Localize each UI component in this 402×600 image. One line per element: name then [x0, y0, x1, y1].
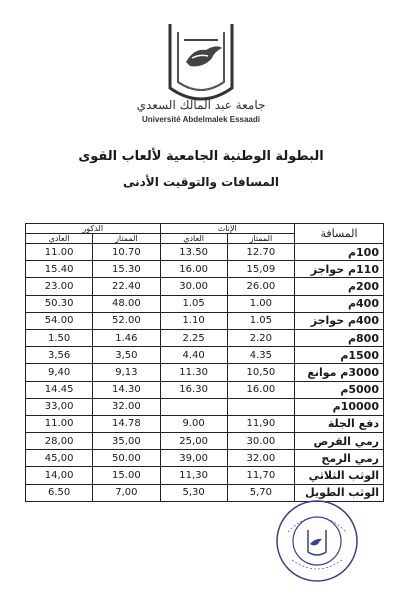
- female-normal-cell: 16.30: [160, 381, 227, 398]
- male-normal-cell: 11.00: [26, 415, 93, 432]
- female-normal-cell: 9.00: [160, 415, 227, 432]
- male-excellent-cell: 3,50: [93, 347, 160, 364]
- male-normal-cell: 11.00: [26, 244, 93, 261]
- male-normal-cell: 54.00: [26, 312, 93, 329]
- female-excellent-cell: 11,70: [227, 467, 294, 484]
- male-excellent-cell: 15.00: [93, 467, 160, 484]
- male-normal-cell: 28,00: [26, 433, 93, 450]
- female-normal-cell: 1.10: [160, 312, 227, 329]
- female-excellent-cell: 4.35: [227, 347, 294, 364]
- female-excellent-cell: 26.00: [227, 278, 294, 295]
- female-excellent-cell: 1.00: [227, 295, 294, 312]
- female-normal-cell: 5,30: [160, 484, 227, 501]
- male-normal-cell: 15.40: [26, 261, 93, 278]
- male-normal-cell: 9,40: [26, 364, 93, 381]
- female-excellent-cell: 30.00: [227, 433, 294, 450]
- event-cell: دفع الجلة: [295, 415, 384, 432]
- male-normal-cell: 3,56: [26, 347, 93, 364]
- male-normal-cell: 45,00: [26, 450, 93, 467]
- male-header: الذكور: [26, 224, 161, 234]
- male-excellent-cell: 35,00: [93, 433, 160, 450]
- female-excellent-cell: [227, 398, 294, 415]
- male-excellent-cell: 22.40: [93, 278, 160, 295]
- female-normal-cell: 11,30: [160, 467, 227, 484]
- table-row: [26, 381, 384, 398]
- table-row: [26, 278, 384, 295]
- male-excellent-cell: 48.00: [93, 295, 160, 312]
- male-excellent-cell: 14.78: [93, 415, 160, 432]
- female-normal-cell: 39,00: [160, 450, 227, 467]
- table-row: [26, 312, 384, 329]
- male-excellent-cell: 9,13: [93, 364, 160, 381]
- table-row: [26, 261, 384, 278]
- event-cell: 5000م: [295, 381, 384, 398]
- female-excellent-header: الممتاز: [227, 234, 294, 244]
- female-normal-cell: 13.50: [160, 244, 227, 261]
- male-excellent-cell: 7,00: [93, 484, 160, 501]
- male-normal-cell: 23.00: [26, 278, 93, 295]
- male-normal-cell: 33,00: [26, 398, 93, 415]
- male-excellent-cell: 14.30: [93, 381, 160, 398]
- event-header: المسافة: [295, 224, 384, 244]
- table-row: [26, 295, 384, 312]
- male-excellent-cell: 10.70: [93, 244, 160, 261]
- female-normal-cell: 25,00: [160, 433, 227, 450]
- university-stamp-icon: [274, 498, 360, 584]
- female-normal-header: العادي: [160, 234, 227, 244]
- male-normal-header: العادي: [26, 234, 93, 244]
- female-normal-cell: 30.00: [160, 278, 227, 295]
- female-normal-cell: 16.00: [160, 261, 227, 278]
- university-logo-icon: [164, 18, 238, 102]
- event-cell: 100م: [295, 244, 384, 261]
- female-normal-cell: 2.25: [160, 329, 227, 346]
- female-excellent-cell: 1.05: [227, 312, 294, 329]
- male-excellent-cell: 50.00: [93, 450, 160, 467]
- male-excellent-cell: 1.46: [93, 329, 160, 346]
- female-excellent-cell: 10,50: [227, 364, 294, 381]
- table-row: [26, 329, 384, 346]
- table-row: [26, 433, 384, 450]
- table-row: [26, 415, 384, 432]
- male-excellent-cell: 52.00: [93, 312, 160, 329]
- male-excellent-cell: 32.00: [93, 398, 160, 415]
- event-cell: 3000م موانع: [295, 364, 384, 381]
- male-normal-cell: 1.50: [26, 329, 93, 346]
- male-normal-cell: 14,00: [26, 467, 93, 484]
- event-cell: 1500م: [295, 347, 384, 364]
- minimum-standards-table: [25, 223, 384, 502]
- female-normal-cell: 4.40: [160, 347, 227, 364]
- event-cell: 10000م: [295, 398, 384, 415]
- female-excellent-cell: 32.00: [227, 450, 294, 467]
- female-excellent-cell: 2.20: [227, 329, 294, 346]
- female-normal-cell: 1.05: [160, 295, 227, 312]
- event-cell: 800م: [295, 329, 384, 346]
- document-subtitle: المسافات والتوقيت الأدنى: [123, 175, 279, 189]
- table-row: [26, 244, 384, 261]
- male-normal-cell: 6.50: [26, 484, 93, 501]
- male-normal-cell: 50.30: [26, 295, 93, 312]
- event-cell: رمي الرمح: [295, 450, 384, 467]
- female-excellent-cell: 15,09: [227, 261, 294, 278]
- table-row: [26, 364, 384, 381]
- event-cell: 200م: [295, 278, 384, 295]
- male-excellent-cell: 15.30: [93, 261, 160, 278]
- event-cell: الوثب الثلاثي: [295, 467, 384, 484]
- female-excellent-cell: 11,90: [227, 415, 294, 432]
- male-normal-cell: 14.45: [26, 381, 93, 398]
- event-cell: 110م حواجز: [295, 261, 384, 278]
- university-name-arabic: جامعة عبد المالك السعدي: [136, 98, 266, 112]
- table-row: [26, 467, 384, 484]
- event-cell: 400م: [295, 295, 384, 312]
- event-cell: رمي القرص: [295, 433, 384, 450]
- female-normal-cell: 11.30: [160, 364, 227, 381]
- female-header: الإناث: [160, 224, 295, 234]
- event-cell: الوثب الطويل: [295, 484, 384, 501]
- table-body: [26, 244, 384, 502]
- female-excellent-cell: 5,70: [227, 484, 294, 501]
- female-excellent-cell: 12.70: [227, 244, 294, 261]
- event-cell: 400م حواجز: [295, 312, 384, 329]
- table-row: [26, 398, 384, 415]
- female-normal-cell: [160, 398, 227, 415]
- table-row: [26, 347, 384, 364]
- document-title: البطولة الوطنية الجامعية لألعاب القوى: [78, 149, 324, 164]
- male-excellent-header: الممتاز: [93, 234, 160, 244]
- university-name-french: Université Abdelmalek Essaadi: [142, 115, 260, 124]
- female-excellent-cell: 16.00: [227, 381, 294, 398]
- table-row: [26, 450, 384, 467]
